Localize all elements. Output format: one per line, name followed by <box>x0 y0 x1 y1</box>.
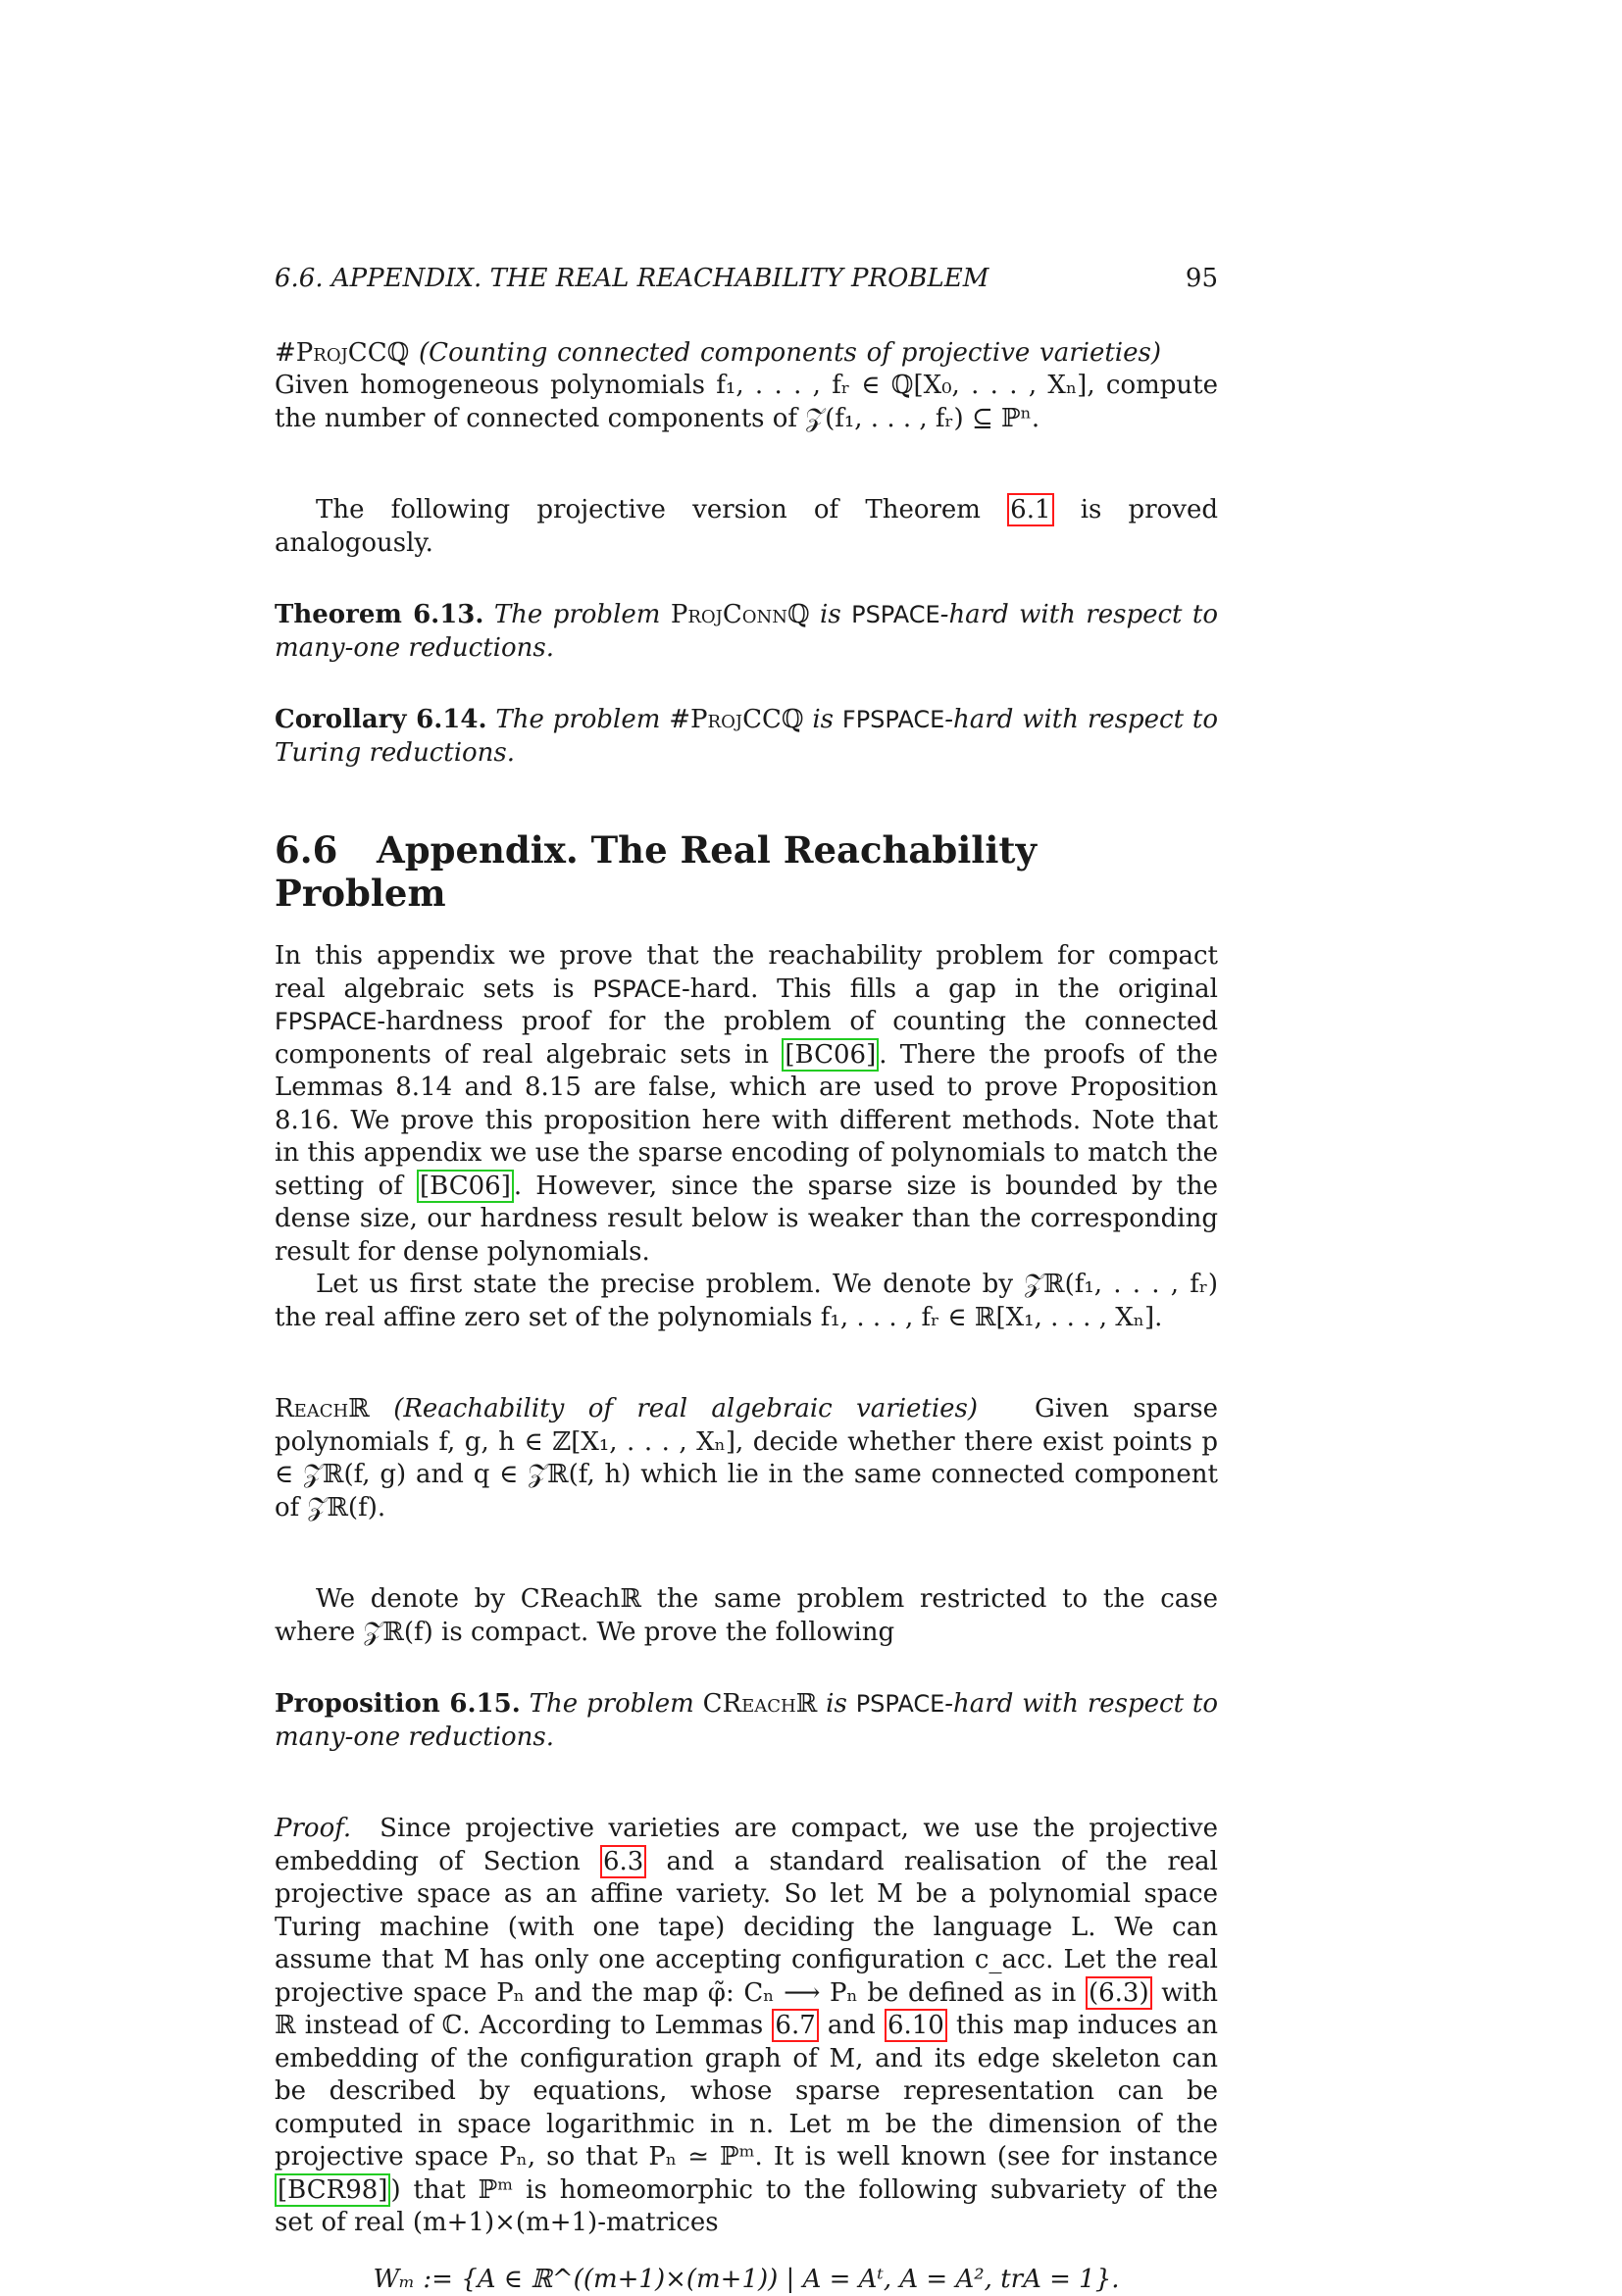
section-ref-link[interactable]: 6.3 <box>600 1845 646 1878</box>
paragraph-precise-problem: Let us first state the precise problem. We denote by 𝒵ℝ(f₁, . . . , fᵣ) the real affine zero set of the polynomials f₁, . . . , fᵣ ∈ ℝ[X₁, . . . , Xₙ]. <box>275 1269 1218 1334</box>
display-equation: Wₘ := {A ∈ ℝ^((m+1)×(m+1)) | A = Aᵗ, A = A², trA = 1}. <box>275 2264 1218 2296</box>
citation-bcr98-link[interactable]: [BCR98] <box>275 2173 390 2207</box>
corollary-label: Corollary 6.14. <box>275 705 487 734</box>
problem-reach <box>275 1393 1218 1524</box>
problem-description: (Reachability of real algebraic varieties) <box>393 1394 978 1423</box>
paragraph-creach: We denote by CReachℝ the same problem restricted to the case where 𝒵ℝ(f) is compact. We prove the following <box>275 1583 1218 1649</box>
lemma-ref-link[interactable]: 6.7 <box>772 2009 818 2042</box>
page <box>275 263 1218 2296</box>
proof-label: Proof. <box>275 1814 351 1843</box>
running-header <box>275 263 1218 296</box>
problem-description: (Counting connected components of projective varieties) <box>419 338 1161 368</box>
section-title: Appendix. The Real Reachability Problem <box>275 828 1037 915</box>
problem-lead: Given sparse polynomials <box>275 1394 1218 1457</box>
section-heading <box>275 828 1218 915</box>
problem-projcc <box>275 337 1218 436</box>
theorem-6-13: Theorem 6.13. The problem ProjConnℚ is PSPACE-hard with respect to many-one reductions. <box>275 599 1218 665</box>
theorem-ref-link[interactable]: 6.1 <box>1007 493 1053 526</box>
citation-bc06-link[interactable]: [BC06] <box>782 1038 879 1072</box>
paragraph-projective-version: The following projective version of Theorem 6.1 is proved analogously. <box>275 494 1218 560</box>
page-number: 95 <box>1186 263 1218 296</box>
proposition-6-15: Proposition 6.15. The problem CReachℝ is PSPACE-hard with respect to many-one reductions. <box>275 1688 1218 1754</box>
problem-name: #ProjCCℚ <box>275 338 409 368</box>
corollary-6-14: Corollary 6.14. The problem #ProjCCℚ is FPSPACE-hard with respect to Turing reductions. <box>275 704 1218 770</box>
proposition-label: Proposition 6.15. <box>275 1689 521 1719</box>
section-number: 6.6 <box>275 828 377 872</box>
running-title: 6.6. APPENDIX. THE REAL REACHABILITY PROBLEM <box>275 263 988 296</box>
theorem-label: Theorem 6.13. <box>275 600 483 629</box>
problem-name: Reachℝ <box>275 1394 370 1423</box>
citation-bc06-link[interactable]: [BC06] <box>417 1170 514 1203</box>
problem-lead: Given <box>275 371 349 400</box>
problem-body: f, g, h ∈ ℤ[X₁, . . . , Xₙ], decide whether there exist points p ∈ 𝒵ℝ(f, g) and q ∈ 𝒵ℝ(f, h) which lie in the same connected component of 𝒵ℝ(f). <box>275 1427 1218 1522</box>
proof-paragraph: Proof. Since projective varieties are compact, we use the projective embedding of Section 6.3 and a standard realisation of the real projective space as an affine variety. So let M be a polynomial space Turing machine (with one tape) deciding the language L. We can assume that M has only one accepting configuration c_acc. Let the real projective space Pₙ and the map φ̃: Cₙ ⟶ Pₙ be defined as in (6.3) with ℝ instead of ℂ. According to Lemmas 6.7 and 6.10 this map induces an embedding of the configuration graph of M, and its edge skeleton can be described by equations, whose sparse representation can be computed in space logarithmic in n. Let m be the dimension of the projective space Pₙ, so that Pₙ ≃ ℙᵐ. It is well known (see for instance [BCR98] ) that ℙᵐ is homeomorphic to the following subvariety of the set of real (m+1)×(m+1)-matrices <box>275 1813 1218 2240</box>
problem-body: homogeneous polynomials f₁, . . . , fᵣ ∈ ℚ[X₀, . . . , Xₙ], compute the number of connected components of 𝒵(f₁, . . . , fᵣ) ⊆ ℙⁿ. <box>275 371 1218 433</box>
lemma-ref-link[interactable]: 6.10 <box>885 2009 947 2042</box>
equation-ref-link[interactable]: (6.3) <box>1086 1976 1152 2010</box>
intro-paragraph: In this appendix we prove that the reachability problem for compact real algebraic sets is PSPACE-hard. This fills a gap in the original FPSPACE-hardness proof for the problem of counting the connected components of real algebraic sets in [BC06] . There the proofs of the Lemmas 8.14 and 8.15 are false, which are used to prove Proposition 8.16. We prove this proposition here with different methods. Note that in this appendix we use the sparse encoding of polynomials to match the setting of [BC06] . However, since the sparse size is bounded by the dense size, our hardness result below is weaker than the corresponding result for dense polynomials. <box>275 940 1218 1269</box>
